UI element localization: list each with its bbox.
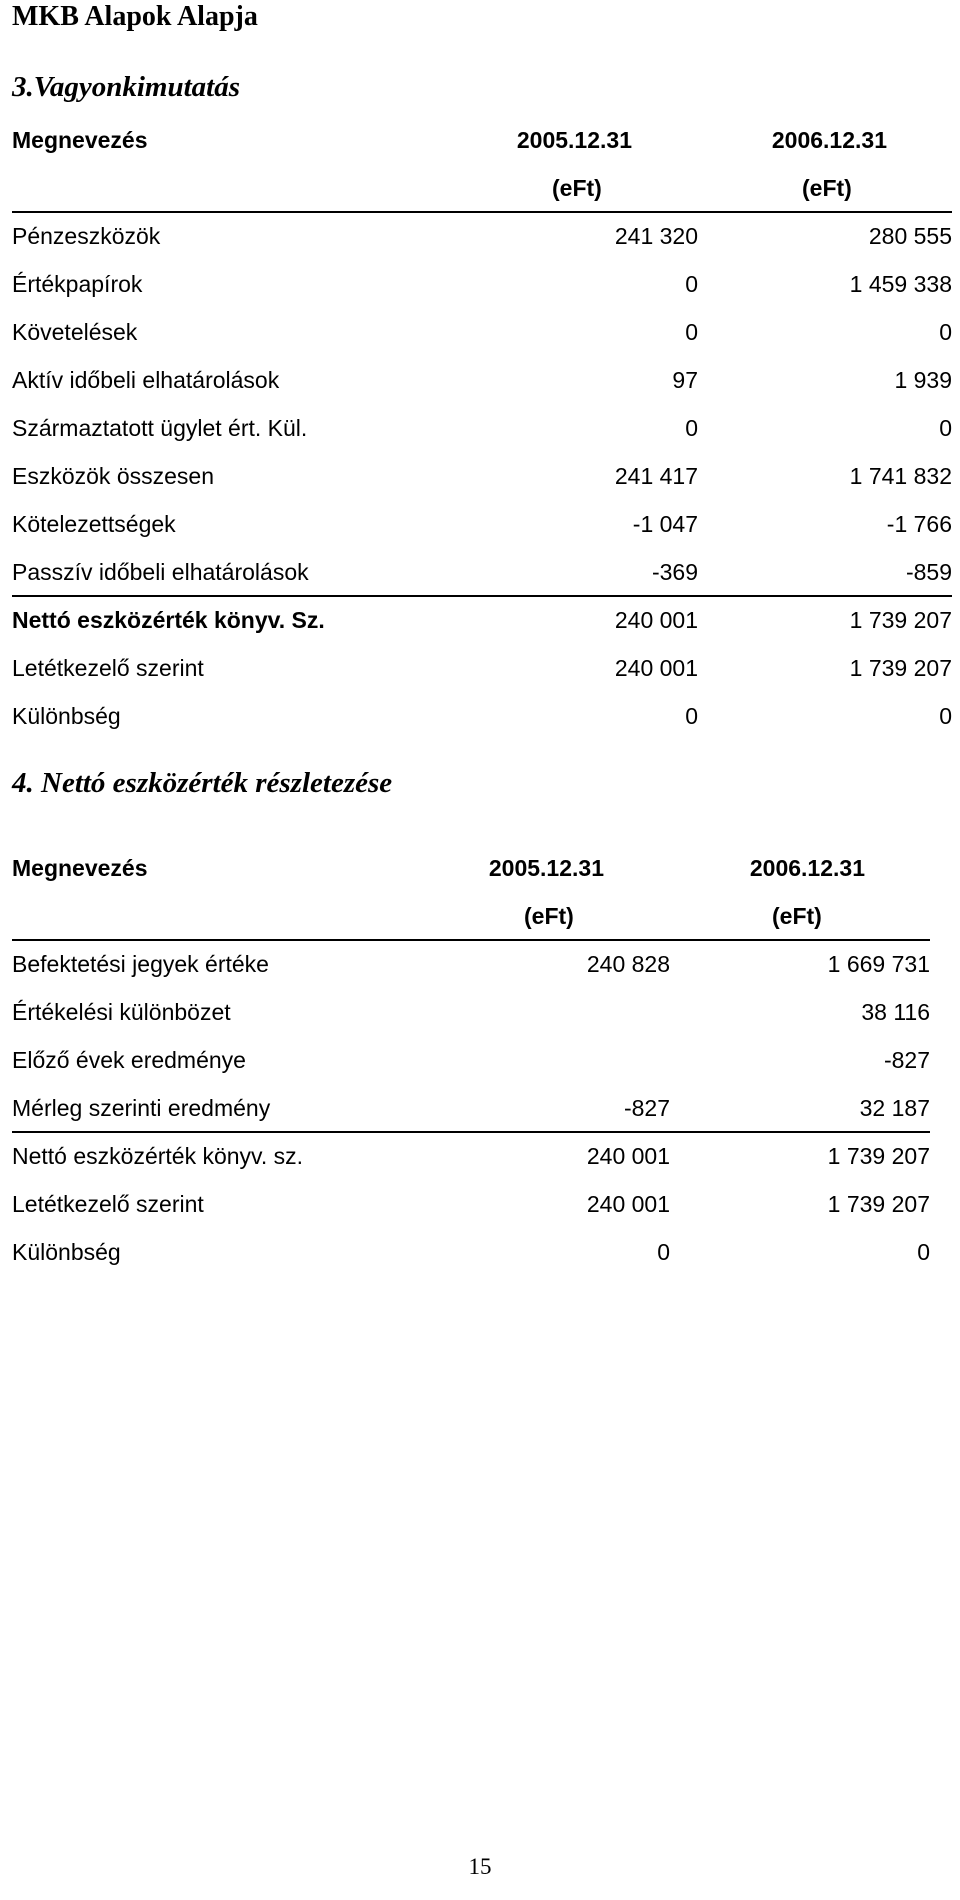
value-2005: 240 001 xyxy=(586,1143,670,1169)
value-2006: 1 459 338 xyxy=(849,271,952,297)
table-row xyxy=(12,988,930,1036)
table-row xyxy=(12,940,930,988)
row-label: Kötelezettségek xyxy=(12,511,176,537)
value-2006: 0 xyxy=(939,319,952,345)
table-row xyxy=(12,404,952,452)
value-2006: 1 669 731 xyxy=(827,951,930,977)
row-label: Aktív időbeli elhatárolások xyxy=(12,367,280,393)
value-2006: 38 116 xyxy=(861,999,930,1025)
value-2005: 241 320 xyxy=(614,223,698,249)
table-row xyxy=(12,260,952,308)
value-2006: 0 xyxy=(939,415,952,441)
table-row xyxy=(12,212,952,260)
value-2006: 280 555 xyxy=(868,223,952,249)
table-row xyxy=(12,1084,930,1132)
nav-breakdown-table xyxy=(12,844,930,1276)
document-title: MKB Alapok Alapja xyxy=(12,1,258,32)
value-2005: 240 001 xyxy=(586,1191,670,1217)
column-header-2005: 2005.12.31 xyxy=(488,855,604,881)
value-2005: 240 001 xyxy=(614,607,698,633)
value-2006: 1 739 207 xyxy=(849,655,952,681)
balance-sheet-body xyxy=(12,212,952,740)
row-label: Követelések xyxy=(12,319,138,345)
value-2006: 1 739 207 xyxy=(827,1143,930,1169)
value-2005: 0 xyxy=(685,319,698,345)
value-2006: 0 xyxy=(939,703,952,729)
balance-sheet-table xyxy=(12,116,952,740)
nav-breakdown-body xyxy=(12,940,930,1276)
unit-label-2005: (eFt) xyxy=(552,175,602,201)
value-2006: 0 xyxy=(917,1239,930,1265)
value-2005: -369 xyxy=(651,559,698,585)
unit-label-2005: (eFt) xyxy=(524,903,574,929)
row-label: Befektetési jegyek értéke xyxy=(12,951,269,977)
value-2005: -827 xyxy=(623,1095,670,1121)
table-row xyxy=(12,1180,930,1228)
column-header-name: Megnevezés xyxy=(12,127,148,153)
column-header-2006: 2006.12.31 xyxy=(771,127,887,153)
value-2006: 1 739 207 xyxy=(849,607,952,633)
value-2005: -1 047 xyxy=(632,511,698,537)
value-2005: 240 828 xyxy=(586,951,670,977)
row-label: Nettó eszközérték könyv. sz. xyxy=(12,1143,304,1169)
table-row xyxy=(12,1228,930,1276)
row-label: Letétkezelő szerint xyxy=(12,655,204,681)
row-label: Eszközök összesen xyxy=(12,463,214,489)
table-row xyxy=(12,1036,930,1084)
table-units-row xyxy=(12,164,952,212)
value-2005: 0 xyxy=(685,271,698,297)
table-row xyxy=(12,356,952,404)
unit-label-2006: (eFt) xyxy=(772,903,822,929)
table-row xyxy=(12,308,952,356)
table-row xyxy=(12,692,952,740)
value-2005: 240 001 xyxy=(614,655,698,681)
row-label: Passzív időbeli elhatárolások xyxy=(12,559,309,585)
value-2006: 1 939 xyxy=(894,367,952,393)
row-label: Különbség xyxy=(12,1239,121,1265)
row-label: Származtatott ügylet ért. Kül. xyxy=(12,415,308,441)
row-label: Előző évek eredménye xyxy=(12,1047,246,1073)
table-row xyxy=(12,548,952,596)
column-header-2005: 2005.12.31 xyxy=(516,127,632,153)
section-3-title: 3.Vagyonkimutatás xyxy=(12,71,241,103)
column-header-name: Megnevezés xyxy=(12,855,148,881)
page-number: 15 xyxy=(468,1854,492,1879)
value-2006: 1 741 832 xyxy=(849,463,952,489)
row-label: Értékpapírok xyxy=(12,271,143,297)
value-2006: 32 187 xyxy=(859,1095,930,1121)
unit-label-2006: (eFt) xyxy=(802,175,852,201)
value-2005: 97 xyxy=(672,367,698,393)
table-header-row xyxy=(12,844,930,892)
table-row xyxy=(12,596,952,644)
table-row xyxy=(12,644,952,692)
row-label: Mérleg szerinti eredmény xyxy=(12,1095,271,1121)
value-2005: 241 417 xyxy=(614,463,698,489)
table-row xyxy=(12,1132,930,1180)
value-2006: -1 766 xyxy=(886,511,952,537)
row-label: Nettó eszközérték könyv. Sz. xyxy=(12,607,325,633)
table-units-row xyxy=(12,892,930,940)
row-label: Értékelési különbözet xyxy=(12,999,231,1025)
value-2005: 0 xyxy=(685,703,698,729)
row-label: Pénzeszközök xyxy=(12,223,161,249)
value-2006: 1 739 207 xyxy=(827,1191,930,1217)
row-label: Különbség xyxy=(12,703,121,729)
value-2006: -827 xyxy=(883,1047,930,1073)
table-row xyxy=(12,452,952,500)
table-row xyxy=(12,500,952,548)
value-2005: 0 xyxy=(685,415,698,441)
row-label: Letétkezelő szerint xyxy=(12,1191,204,1217)
value-2005: 0 xyxy=(657,1239,670,1265)
table-header-row xyxy=(12,116,952,164)
column-header-2006: 2006.12.31 xyxy=(749,855,865,881)
value-2006: -859 xyxy=(905,559,952,585)
section-4-title: 4. Nettó eszközérték részletezése xyxy=(12,767,393,799)
